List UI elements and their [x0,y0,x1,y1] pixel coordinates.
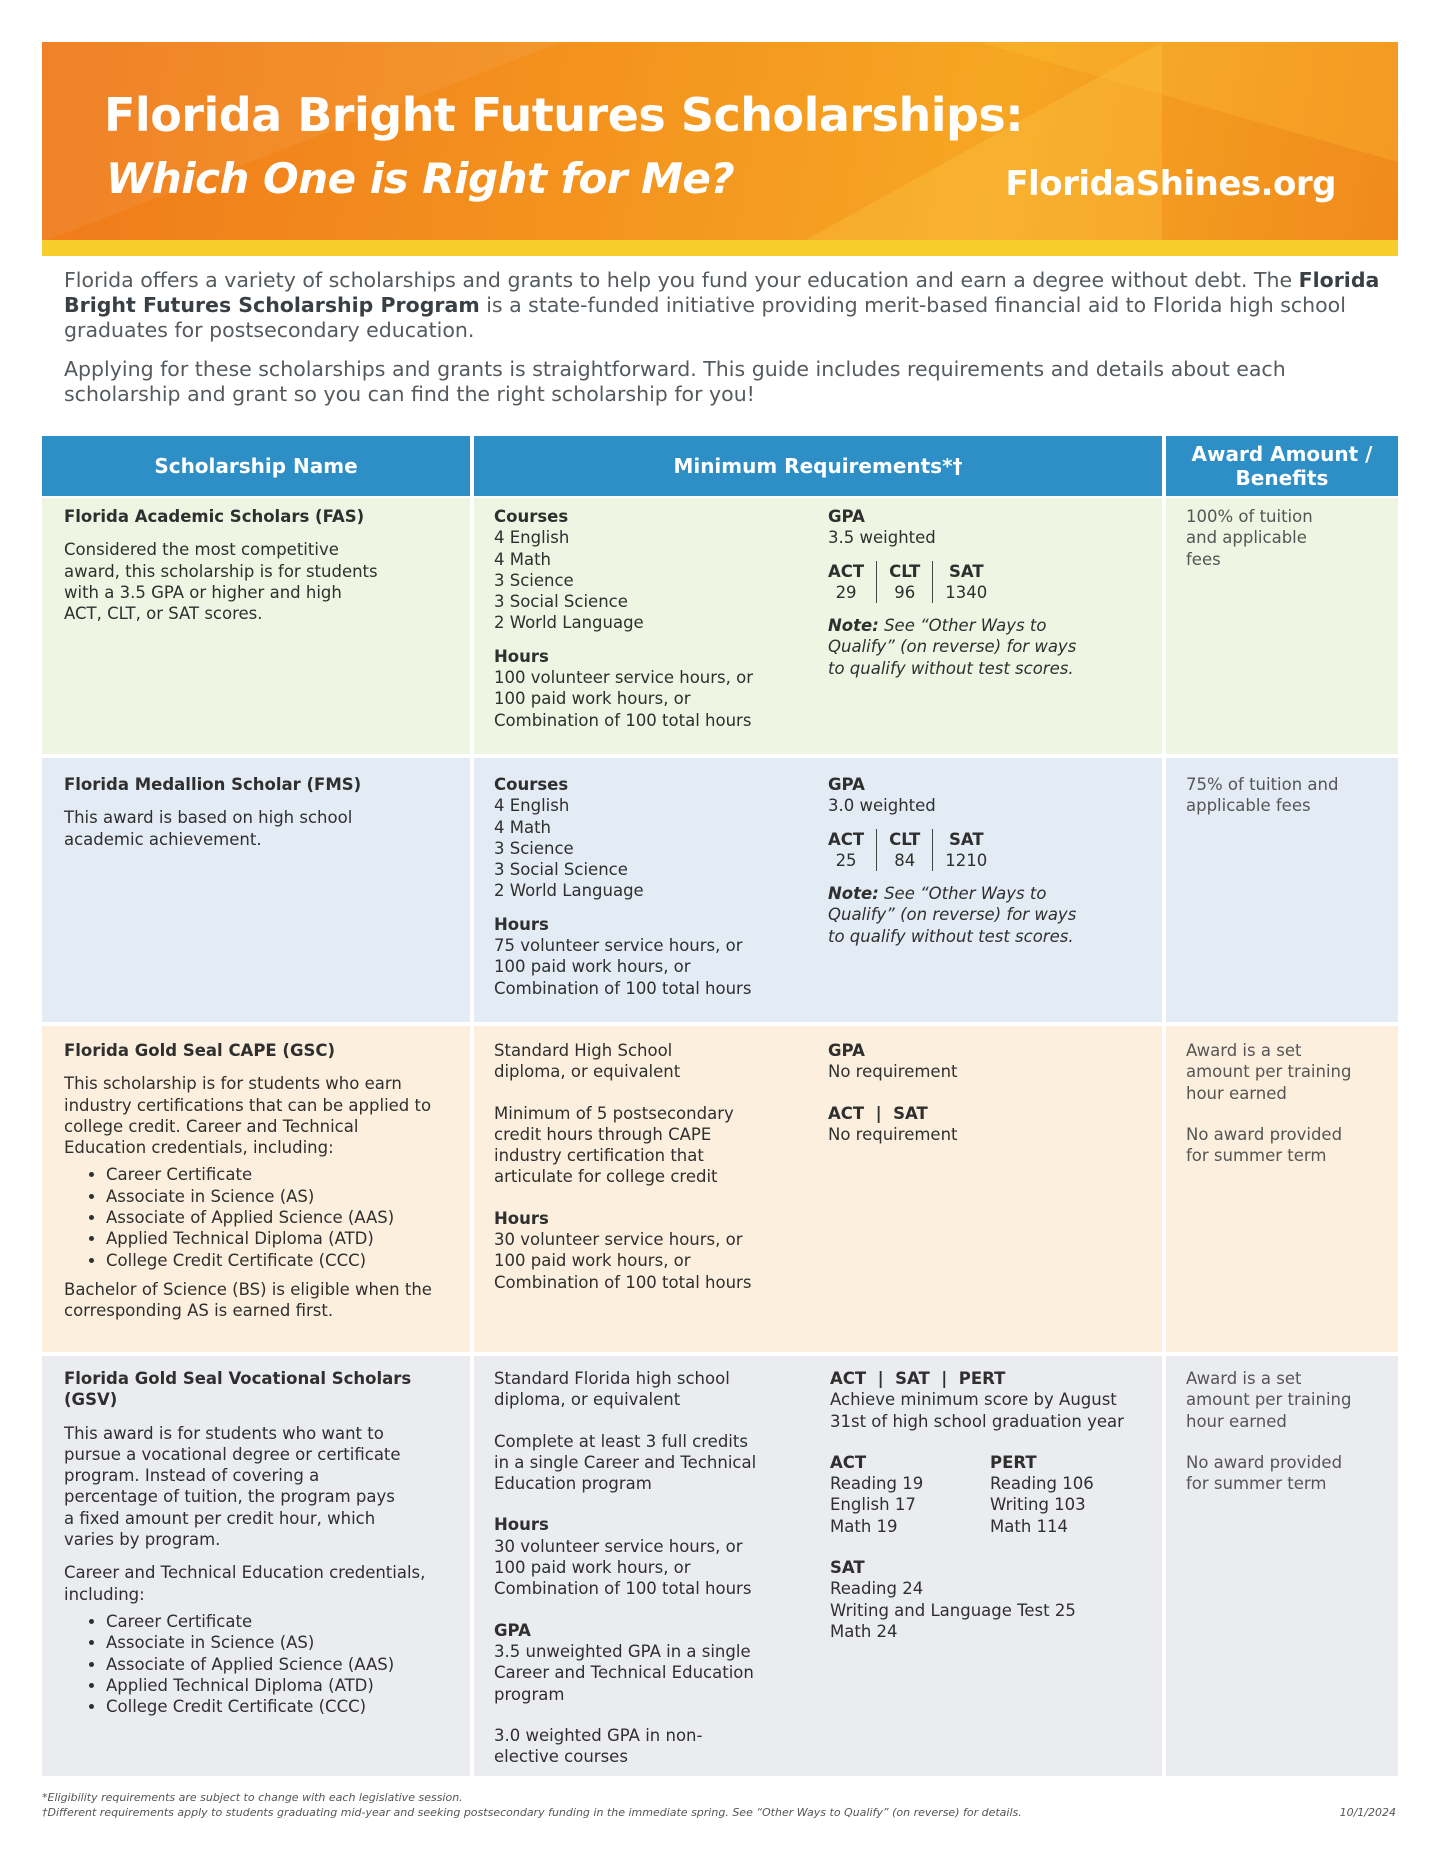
act-label: ACT [828,561,865,581]
list-item: 3 Social Science [494,860,628,880]
list-item: • Associate in Science (AS) [106,1186,448,1207]
list-item: 4 English [494,528,570,548]
list-item: 4 Math [494,549,552,569]
list-item: 30 volunteer service hours, or [494,1536,743,1556]
gsc-name-cell [42,1026,470,1352]
fas-gpa: 3.5 weighted [828,528,936,548]
gsv-hours-label: Hours [494,1515,549,1535]
list-item: Combination of 100 total hours [494,710,752,730]
list-item: 100 paid work hours, or [494,1558,691,1578]
gsv-gpa-label: GPA [494,1620,531,1640]
gsc-gpa-label: GPA [828,1041,865,1060]
sat-score: 1210 [945,850,988,870]
gsc-award-1: Award is a set amount per training hour earned [1186,1041,1352,1103]
fas-hours-label: Hours [494,646,549,666]
list-item: Writing 103 [990,1495,1086,1515]
fas-gpa-label: GPA [828,507,865,526]
act-score: 25 [835,850,857,870]
sat-label: SAT [948,829,984,849]
clt-label: CLT [889,829,921,849]
list-item: 30 volunteer service hours, or [494,1230,743,1250]
gsv-sat-label: SAT [830,1558,865,1578]
page-title: Florida Bright Futures Scholarships: [104,88,1024,142]
list-item: Combination of 100 total hours [494,1272,752,1292]
document-date: 10/1/2024 [1339,1806,1396,1819]
list-item: • Applied Technical Diploma (ATD) [106,1675,448,1696]
gsv-award-2: No award provided for summer term [1186,1452,1343,1494]
intro-paragraph-2: Applying for these scholarships and grants is straightforward. This guide includes requirements and details about each scholarship and grant so you can find the right scholarship for you! [64,357,1286,406]
list-item: 75 volunteer service hours, or [494,936,743,956]
list-item: Combination of 100 total hours [494,978,752,998]
list-item: • College Credit Certificate (CCC) [106,1696,448,1717]
gsv-requirements-cell [474,1356,1162,1776]
gsv-name: Florida Gold Seal Vocational Scholars (GSV) [64,1369,412,1410]
fms-award: 75% of tuition and applicable fees [1186,775,1339,816]
footnote-eligibility: *Eligibility requirements are subject to change with each legislative session. [42,1791,463,1804]
gsv-description-2: Career and Technical Education credentials, including: [64,1563,426,1604]
fms-gpa-label: GPA [828,775,865,794]
list-item: 100 paid work hours, or [494,957,691,977]
fms-requirements-cell [474,758,1162,1022]
list-item: 2 World Language [494,613,644,633]
fas-requirements-cell [474,498,1162,754]
list-item: 100 volunteer service hours, or [494,668,754,688]
gsc-hours-label: Hours [494,1208,549,1228]
list-item: 3 Science [494,570,574,590]
fas-name-cell [42,498,470,754]
fms-note: Note: See “Other Ways to Qualify” (on reverse) for ways to qualify without test scores. [828,884,1077,946]
list-item: Reading 19 [830,1474,924,1494]
page-subtitle: Which One is Right for Me? [106,154,735,203]
gsc-name: Florida Gold Seal CAPE (GSC) [64,1041,336,1060]
fas-name: Florida Academic Scholars (FAS) [64,507,365,526]
list-item: • Career Certificate [106,1611,448,1632]
list-item: 100 paid work hours, or [494,689,691,709]
gsv-description: This award is for students who want to pursue a vocational degree or certificate program. Instead of covering a percentage of tuition, the program pays a fixed amount per credit hour, which varies by program. [64,1423,401,1550]
list-item: English 17 [830,1495,916,1515]
clt-score: 84 [894,850,916,870]
floridashines-logo[interactable]: FloridaShines.org [1005,164,1336,204]
list-item: • Associate in Science (AS) [106,1632,448,1653]
fas-description: Considered the most competitive award, this scholarship is for students with a 3.5 GPA or higher and high ACT, CLT, or SAT scores. [64,540,378,624]
gsv-name-cell [42,1356,470,1776]
list-item: 4 English [494,796,570,816]
header-banner [42,42,1398,242]
gsc-req-diploma: Standard High School diploma, or equivalent [494,1041,681,1082]
banner-accent-stripe [42,240,1398,256]
gsv-tests-label: ACT | SAT | PERT [830,1369,1006,1388]
gsc-credentials-list [64,1164,448,1270]
gsv-act-label: ACT [830,1452,867,1472]
gsv-credentials-list [64,1611,448,1717]
header-scholarship-name: Scholarship Name [42,436,470,496]
fas-courses-label: Courses [494,507,569,526]
fms-test-scores [828,829,1128,872]
list-item: 3 Social Science [494,592,628,612]
fms-description: This award is based on high school academic achievement. [64,808,353,849]
act-score: 29 [835,582,857,602]
fms-award-cell [1166,758,1398,1022]
fms-hours-label: Hours [494,914,549,934]
list-item: Reading 24 [830,1579,924,1599]
gsc-requirements-cell [474,1026,1162,1352]
list-item: Math 24 [830,1621,898,1641]
fms-gpa: 3.0 weighted [828,796,936,816]
gsv-req-diploma: Standard Florida high school diploma, or equivalent [494,1369,730,1410]
footnotes [42,1790,1022,1820]
header-award-amount: Award Amount / Benefits [1166,436,1398,496]
sat-score: 1340 [945,582,988,602]
list-item: • Applied Technical Diploma (ATD) [106,1228,448,1249]
gsv-req-credits: Complete at least 3 full credits in a single Career and Technical Education program [494,1431,757,1494]
gsv-gpa-1: 3.5 unweighted GPA in a single Career and Technical Education program [494,1641,754,1704]
header-minimum-requirements: Minimum Requirements*† [474,436,1162,496]
list-item: Math 19 [830,1516,898,1536]
list-item: • Associate of Applied Science (AAS) [106,1654,448,1675]
fms-name: Florida Medallion Scholar (FMS) [64,775,362,794]
gsv-pert-label: PERT [990,1452,1037,1472]
fas-note: Note: See “Other Ways to Qualify” (on reverse) for ways to qualify without test scores. [828,616,1077,678]
list-item: Math 114 [990,1516,1069,1536]
intro-paragraph-1: Florida offers a variety of scholarships and grants to help you fund your education and earn a degree without debt. The Florida Bright Futures Scholarship Program is a state-funded initiative providing merit-based financial aid to Florida high school graduates for postsecondary education. [64,268,1380,342]
list-item: Writing and Language Test 25 [830,1600,1076,1620]
gsc-test: No requirement [828,1124,958,1144]
clt-score: 96 [894,582,916,602]
footnote-midyear: †Different requirements apply to students graduating mid-year and seeking postsecondary funding in the immediate spring. See “Other Ways to Qualify” (on reverse) for details. [42,1806,1022,1819]
fas-test-scores [828,561,1128,604]
gsc-description-2: Bachelor of Science (BS) is eligible when the corresponding AS is earned first. [64,1279,432,1321]
gsc-test-label: ACT | SAT [828,1103,928,1123]
list-item: • Career Certificate [106,1164,448,1185]
list-item: • College Credit Certificate (CCC) [106,1250,448,1271]
fms-name-cell [42,758,470,1022]
gsv-award-cell [1166,1356,1398,1776]
list-item: 4 Math [494,817,552,837]
gsv-award-1: Award is a set amount per training hour earned [1186,1369,1352,1431]
list-item: 3 Science [494,838,574,858]
gsc-award-cell [1166,1026,1398,1352]
gsc-award-2: No award provided for summer term [1186,1124,1343,1166]
list-item: 100 paid work hours, or [494,1251,691,1271]
list-item: • Associate of Applied Science (AAS) [106,1207,448,1228]
fms-courses-label: Courses [494,775,569,794]
gsc-gpa: No requirement [828,1062,958,1082]
gsv-gpa-2: 3.0 weighted GPA in non-elective courses [494,1725,703,1767]
clt-label: CLT [889,561,921,581]
fas-award-cell [1166,498,1398,754]
act-label: ACT [828,829,865,849]
intro-text [64,268,1384,421]
list-item: 2 World Language [494,881,644,901]
fas-award: 100% of tuition and applicable fees [1186,507,1313,569]
gsc-req-credit: Minimum of 5 postsecondary credit hours through CAPE industry certification that articulate for college credit [494,1103,734,1187]
sat-label: SAT [948,561,984,581]
list-item: Combination of 100 total hours [494,1579,752,1599]
gsc-description: This scholarship is for students who earn industry certifications that can be applied to college credit. Career and Technical Education credentials, including: [64,1074,432,1158]
gsv-tests-desc: Achieve minimum score by August 31st of high school graduation year [830,1390,1124,1431]
list-item: Reading 106 [990,1474,1094,1494]
